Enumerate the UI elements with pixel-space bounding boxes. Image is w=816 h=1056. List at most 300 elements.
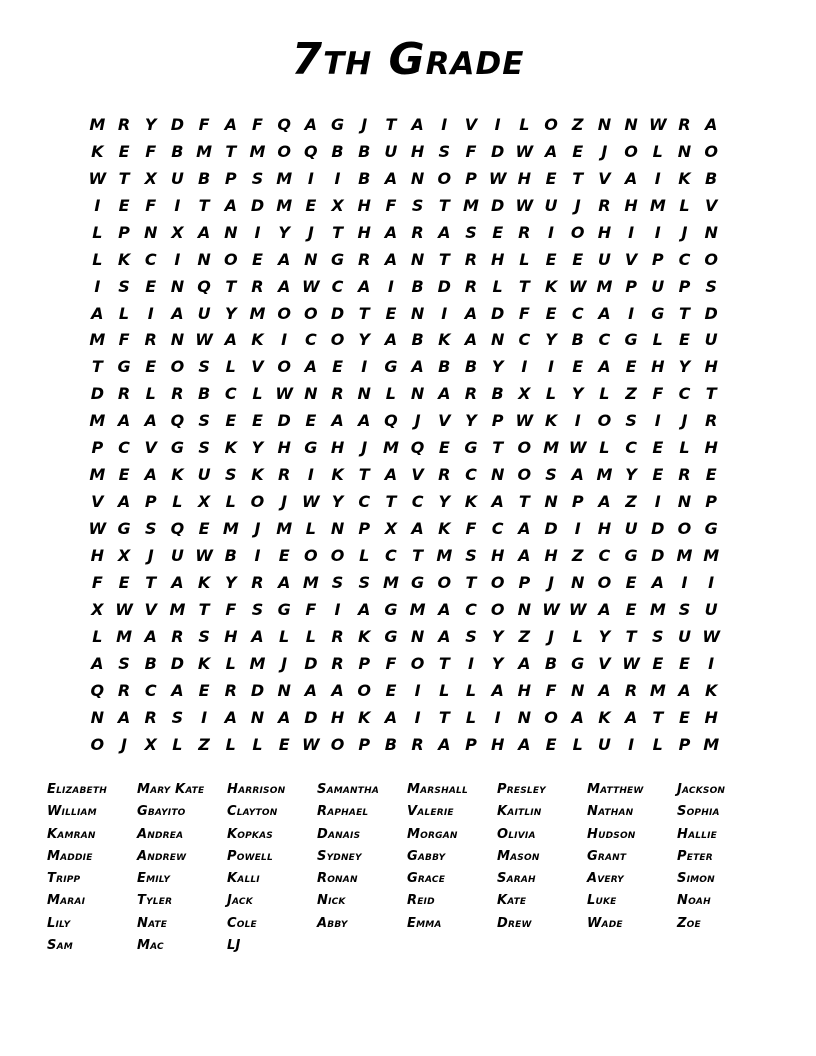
grid-letter: R — [117, 114, 131, 134]
grid-letter: L — [492, 276, 503, 296]
grid-letter: K — [224, 438, 237, 458]
grid-letter: I — [654, 492, 661, 512]
grid-letter: E — [652, 653, 664, 673]
grid-letter: C — [678, 249, 691, 269]
grid-letter: Q — [277, 114, 291, 134]
grid-letter: I — [94, 276, 101, 296]
grid-letter: B — [197, 168, 211, 188]
grid-letter: D — [170, 114, 185, 134]
grid-letter: G — [330, 249, 345, 269]
word-list-item: Olivia — [497, 826, 536, 842]
grid-letter: D — [277, 411, 291, 431]
grid-letter: K — [544, 411, 558, 431]
grid-letter: D — [491, 141, 505, 161]
grid-letter: A — [464, 330, 478, 350]
grid-letter: E — [118, 572, 130, 592]
grid-letter: C — [144, 249, 157, 269]
grid-letter: P — [518, 572, 531, 592]
word-list-item: Matthew — [587, 782, 644, 797]
grid-letter: A — [197, 222, 211, 242]
grid-letter: A — [384, 249, 398, 269]
grid-letter: C — [678, 384, 691, 404]
grid-letter: M — [409, 599, 426, 619]
grid-letter: L — [145, 384, 156, 404]
grid-letter: N — [90, 707, 105, 727]
grid-letter: J — [574, 195, 581, 215]
grid-letter: B — [224, 545, 237, 565]
grid-letter: I — [334, 599, 341, 619]
grid-letter: A — [678, 680, 691, 700]
grid-letter: I — [414, 680, 421, 700]
grid-letter: J — [361, 114, 368, 134]
grid-letter: C — [598, 545, 611, 565]
grid-letter: A — [598, 357, 611, 377]
grid-letter: G — [624, 330, 638, 350]
grid-letter: O — [570, 222, 585, 242]
grid-row — [84, 677, 725, 704]
grid-letter: M — [89, 465, 106, 485]
grid-letter: Y — [491, 626, 504, 646]
grid-letter: Q — [90, 680, 105, 700]
word-list-item: Cole — [227, 915, 257, 931]
grid-letter: A — [384, 222, 398, 242]
grid-letter: S — [625, 411, 637, 431]
grid-letter: Q — [384, 411, 398, 431]
grid-letter: C — [598, 330, 611, 350]
grid-letter: N — [517, 599, 532, 619]
grid-letter: A — [571, 465, 584, 485]
grid-letter: M — [382, 572, 399, 592]
grid-letter: G — [411, 572, 425, 592]
grid-letter: J — [281, 653, 288, 673]
grid-letter: C — [465, 465, 477, 485]
grid-letter: I — [441, 114, 448, 134]
grid-row — [84, 650, 725, 677]
grid-row — [84, 273, 725, 300]
grid-letter: H — [330, 438, 345, 458]
grid-letter: A — [491, 492, 504, 512]
grid-row — [84, 515, 725, 542]
grid-letter: A — [358, 599, 371, 619]
grid-letter: A — [384, 707, 398, 727]
grid-letter: K — [438, 519, 451, 539]
grid-letter: M — [89, 114, 106, 134]
grid-letter: H — [357, 195, 371, 215]
grid-letter: E — [679, 707, 690, 727]
grid-letter: F — [198, 114, 210, 134]
grid-letter: E — [118, 141, 130, 161]
grid-letter: V — [624, 249, 638, 269]
grid-letter: E — [545, 168, 557, 188]
grid-letter: C — [518, 330, 531, 350]
grid-letter: D — [651, 519, 665, 539]
grid-letter: L — [385, 384, 396, 404]
grid-letter: R — [171, 626, 184, 646]
grid-letter: T — [118, 168, 130, 188]
grid-letter: A — [358, 411, 371, 431]
grid-letter: I — [147, 303, 154, 323]
grid-letter: H — [224, 626, 238, 646]
grid-letter: Q — [170, 519, 185, 539]
grid-letter: J — [361, 438, 368, 458]
grid-letter: H — [490, 545, 505, 565]
grid-letter: P — [571, 492, 584, 512]
grid-letter: Q — [304, 141, 318, 161]
grid-letter: N — [304, 384, 318, 404]
grid-letter: T — [385, 492, 397, 512]
grid-letter: K — [438, 330, 451, 350]
grid-letter: I — [548, 357, 554, 377]
word-list-item: Marai — [47, 893, 86, 909]
grid-row — [84, 219, 725, 246]
grid-letter: M — [596, 276, 613, 296]
grid-letter: H — [330, 707, 345, 727]
grid-letter: D — [704, 303, 718, 323]
grid-letter: H — [651, 357, 665, 377]
grid-letter: K — [598, 707, 611, 727]
grid-letter: N — [197, 249, 211, 269]
grid-letter: L — [652, 141, 663, 161]
word-list-item: Reid — [407, 893, 435, 909]
grid-letter: E — [145, 357, 157, 377]
grid-letter: V — [411, 465, 424, 485]
grid-letter: S — [545, 465, 557, 485]
grid-letter: H — [704, 438, 718, 458]
grid-letter: L — [572, 734, 583, 754]
grid-letter: Y — [571, 384, 584, 404]
grid-letter: E — [492, 222, 504, 242]
grid-letter: W — [515, 195, 534, 215]
word-list-item: Hallie — [677, 826, 718, 842]
grid-letter: L — [225, 734, 236, 754]
grid-letter: W — [302, 276, 320, 296]
word-list-item: Avery — [587, 871, 624, 887]
grid-letter: H — [517, 680, 532, 700]
grid-letter: E — [385, 303, 397, 323]
grid-letter: I — [307, 168, 314, 188]
grid-letter: A — [117, 707, 131, 727]
grid-letter: L — [252, 384, 263, 404]
grid-letter: W — [542, 599, 560, 619]
word-list-item: Wade — [587, 915, 623, 931]
grid-letter: A — [384, 330, 398, 350]
grid-letter: Y — [491, 653, 504, 673]
grid-letter: A — [144, 626, 157, 646]
grid-letter: K — [91, 141, 104, 161]
word-list-item: Jack — [227, 893, 253, 909]
grid-letter: F — [518, 303, 530, 323]
grid-letter: G — [651, 303, 665, 323]
grid-letter: O — [597, 411, 612, 431]
grid-letter: G — [170, 438, 184, 458]
grid-letter: C — [571, 303, 584, 323]
grid-letter: K — [171, 465, 184, 485]
grid-letter: X — [384, 519, 398, 539]
grid-letter: R — [678, 465, 691, 485]
grid-letter: W — [568, 276, 587, 296]
grid-letter: P — [358, 734, 371, 754]
grid-letter: W — [488, 168, 507, 188]
grid-letter: T — [412, 545, 424, 565]
grid-row — [84, 488, 725, 515]
grid-letter: W — [515, 141, 534, 161]
grid-letter: S — [171, 707, 184, 727]
word-list-item: Kalli — [227, 871, 260, 887]
grid-letter: E — [252, 249, 263, 269]
word-list-item: Luke — [587, 893, 617, 909]
grid-letter: Y — [224, 572, 237, 592]
grid-letter: H — [624, 195, 638, 215]
grid-letter: T — [705, 384, 717, 404]
grid-letter: W — [568, 438, 587, 458]
grid-letter: G — [704, 519, 718, 539]
grid-letter: F — [225, 599, 237, 619]
grid-letter: A — [384, 465, 398, 485]
grid-letter: A — [518, 734, 531, 754]
grid-letter: X — [197, 492, 211, 512]
grid-letter: E — [305, 195, 317, 215]
grid-letter: M — [89, 411, 106, 431]
grid-letter: O — [330, 545, 345, 565]
word-list-item: Sydney — [317, 848, 362, 864]
grid-letter: I — [681, 572, 688, 592]
grid-letter: L — [465, 680, 477, 700]
grid-letter: M — [249, 303, 266, 323]
grid-letter: N — [224, 222, 238, 242]
grid-letter: V — [704, 195, 718, 215]
grid-letter: I — [174, 249, 181, 269]
grid-letter: E — [679, 653, 690, 673]
grid-letter: Z — [625, 384, 637, 404]
grid-letter: S — [705, 276, 717, 296]
grid-letter: R — [438, 465, 451, 485]
grid-letter: V — [598, 653, 611, 673]
grid-letter: E — [652, 465, 664, 485]
grid-letter: Q — [197, 276, 211, 296]
grid-letter: J — [414, 411, 421, 431]
grid-letter: J — [254, 519, 261, 539]
grid-letter: Z — [518, 626, 531, 646]
grid-letter: N — [144, 222, 158, 242]
grid-letter: C — [491, 519, 504, 539]
grid-letter: Z — [625, 492, 637, 512]
grid-letter: V — [438, 411, 451, 431]
grid-letter: A — [224, 707, 237, 727]
grid-letter: H — [544, 545, 558, 565]
word-list-item: Kate — [497, 893, 527, 909]
grid-letter: I — [654, 411, 661, 431]
word-list-item: Kamran — [47, 826, 96, 842]
grid-letter: C — [385, 545, 397, 565]
grid-letter: B — [331, 141, 344, 161]
grid-letter: F — [652, 384, 664, 404]
grid-letter: N — [677, 492, 692, 512]
grid-letter: I — [708, 653, 715, 673]
grid-letter: N — [330, 519, 345, 539]
grid-letter: D — [544, 519, 558, 539]
grid-letter: N — [410, 384, 425, 404]
grid-letter: B — [705, 168, 718, 188]
grid-letter: G — [304, 438, 318, 458]
word-list-item: LJ — [227, 938, 241, 954]
grid-letter: A — [117, 492, 131, 512]
grid-letter: K — [464, 492, 478, 512]
grid-letter: P — [705, 492, 718, 512]
grid-letter: M — [276, 519, 293, 539]
grid-letter: I — [654, 222, 661, 242]
grid-letter: O — [330, 734, 345, 754]
word-list-item: Drew — [497, 915, 532, 931]
grid-letter: L — [172, 492, 183, 512]
grid-letter: S — [198, 411, 210, 431]
grid-letter: A — [464, 303, 478, 323]
grid-letter: H — [357, 222, 371, 242]
grid-letter: I — [201, 707, 208, 727]
grid-letter: P — [358, 653, 371, 673]
grid-letter: A — [117, 411, 131, 431]
grid-letter: M — [703, 734, 720, 754]
grid-letter: F — [305, 599, 317, 619]
grid-letter: E — [625, 572, 637, 592]
grid-letter: M — [222, 519, 239, 539]
grid-letter: J — [601, 141, 608, 161]
grid-letter: R — [464, 249, 478, 269]
grid-letter: O — [250, 492, 265, 512]
grid-letter: I — [654, 168, 661, 188]
word-list-item: William — [47, 804, 97, 820]
grid-letter: O — [544, 114, 558, 134]
grid-letter: Y — [598, 626, 611, 646]
grid-letter: L — [465, 707, 477, 727]
grid-letter: N — [490, 330, 505, 350]
grid-letter: N — [571, 572, 585, 592]
grid-letter: A — [358, 276, 371, 296]
grid-letter: C — [331, 276, 344, 296]
grid-letter: B — [544, 653, 558, 673]
grid-letter: C — [224, 384, 237, 404]
word-list-item: Nick — [317, 893, 346, 909]
grid-letter: N — [277, 680, 291, 700]
grid-row — [84, 569, 725, 596]
grid-letter: O — [517, 438, 532, 458]
grid-letter: R — [277, 465, 291, 485]
word-list-item: Mason — [497, 848, 540, 864]
grid-letter: J — [681, 411, 688, 431]
grid-letter: I — [254, 545, 261, 565]
grid-letter: I — [467, 653, 474, 673]
grid-letter: I — [494, 114, 501, 134]
grid-letter: B — [411, 276, 424, 296]
grid-letter: F — [465, 141, 477, 161]
grid-letter: H — [90, 545, 105, 565]
grid-letter: A — [704, 114, 718, 134]
grid-letter: F — [145, 195, 157, 215]
grid-letter: S — [678, 599, 691, 619]
word-list-item: Kopkas — [227, 826, 273, 842]
word-list-item: Noah — [677, 893, 711, 909]
word-list-item: Nate — [137, 915, 168, 931]
grid-letter: N — [704, 222, 718, 242]
grid-letter: E — [545, 249, 557, 269]
grid-letter: M — [676, 545, 693, 565]
grid-letter: S — [465, 222, 477, 242]
grid-letter: T — [198, 599, 210, 619]
grid-letter: N — [517, 707, 532, 727]
grid-letter: N — [544, 492, 558, 512]
grid-letter: H — [597, 222, 612, 242]
grid-letter: W — [88, 519, 107, 539]
grid-letter: R — [464, 384, 478, 404]
grid-letter: Y — [545, 330, 557, 350]
grid-letter: A — [411, 114, 424, 134]
grid-row — [84, 111, 725, 138]
grid-letter: A — [277, 249, 291, 269]
grid-letter: V — [598, 168, 611, 188]
grid-row — [84, 246, 725, 273]
grid-letter: A — [171, 303, 184, 323]
grid-letter: U — [704, 599, 718, 619]
grid-letter: H — [704, 357, 718, 377]
grid-letter: Y — [465, 411, 477, 431]
grid-letter: R — [251, 276, 264, 296]
grid-letter: G — [330, 114, 345, 134]
grid-letter: P — [465, 168, 477, 188]
grid-letter: Y — [625, 465, 637, 485]
grid-letter: T — [438, 707, 450, 727]
grid-letter: O — [304, 303, 318, 323]
grid-row — [84, 731, 725, 758]
grid-letter: Y — [678, 357, 691, 377]
grid-letter: C — [118, 438, 130, 458]
grid-letter: B — [438, 357, 451, 377]
grid-letter: E — [625, 357, 637, 377]
grid-letter: F — [385, 653, 397, 673]
grid-letter: X — [117, 545, 131, 565]
grid-letter: M — [463, 195, 479, 215]
grid-letter: T — [91, 357, 103, 377]
grid-letter: P — [224, 168, 237, 188]
grid-letter: L — [305, 519, 316, 539]
grid-letter: E — [652, 438, 664, 458]
grid-letter: G — [384, 626, 398, 646]
grid-letter: H — [704, 707, 718, 727]
grid-letter: N — [250, 707, 265, 727]
grid-letter: H — [490, 734, 505, 754]
grid-letter: Y — [438, 492, 451, 512]
grid-letter: L — [92, 249, 103, 269]
word-list-item: Gbayito — [137, 804, 186, 820]
grid-letter: K — [704, 680, 718, 700]
grid-letter: I — [441, 303, 448, 323]
grid-letter: H — [277, 438, 291, 458]
grid-letter: N — [304, 249, 318, 269]
grid-letter: V — [144, 438, 157, 458]
grid-letter: O — [357, 680, 372, 700]
grid-letter: T — [385, 114, 397, 134]
grid-letter: L — [572, 626, 583, 646]
grid-letter: N — [490, 465, 505, 485]
word-list-item: Tripp — [47, 871, 81, 887]
grid-letter: E — [705, 465, 717, 485]
grid-letter: B — [571, 330, 584, 350]
grid-letter: P — [465, 734, 477, 754]
grid-letter: R — [598, 195, 611, 215]
grid-row — [84, 596, 725, 623]
grid-letter: W — [275, 384, 293, 404]
grid-letter: L — [652, 330, 663, 350]
grid-letter: L — [225, 492, 236, 512]
grid-letter: E — [572, 249, 584, 269]
